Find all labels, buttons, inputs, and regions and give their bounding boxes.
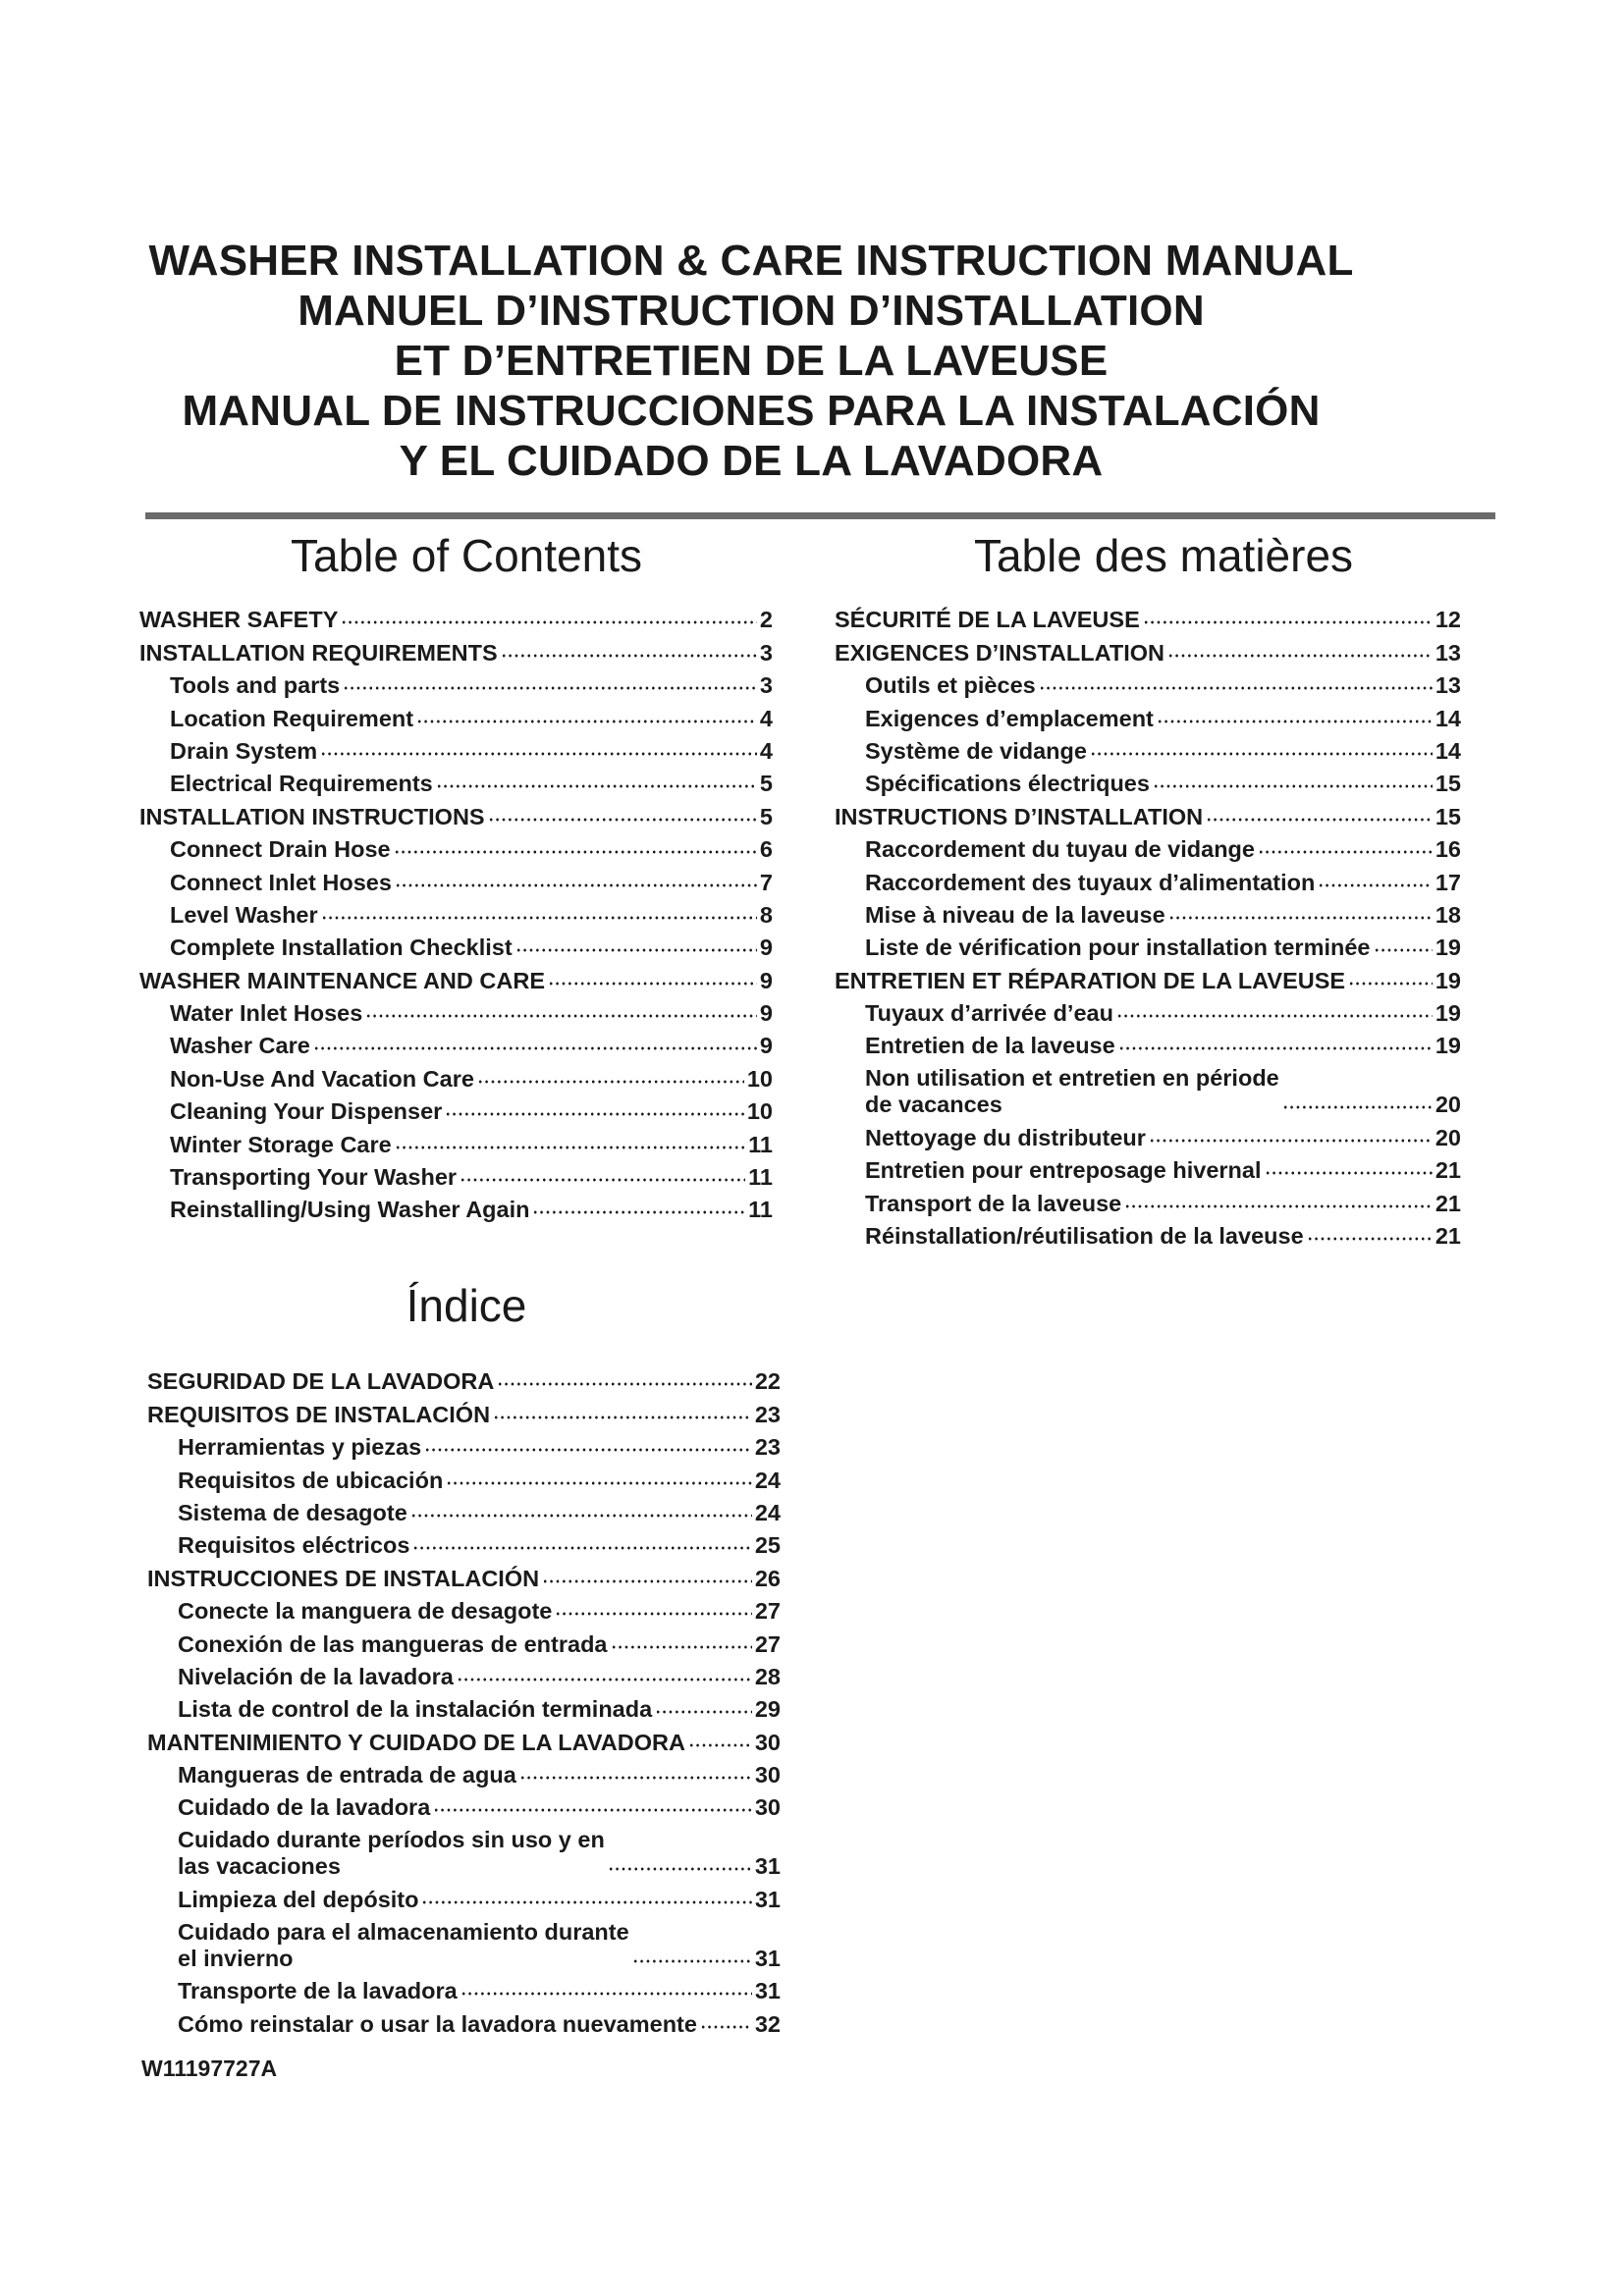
toc-entry-page: 8	[759, 901, 773, 928]
toc-entry	[835, 994, 1461, 1027]
toc-entry-label: Sistema de desagote	[178, 1499, 407, 1525]
toc-entry	[139, 896, 773, 929]
toc-entry-page: 30	[754, 1794, 781, 1821]
toc-entry-label: Requisitos eléctricos	[178, 1532, 410, 1559]
toc-entry	[835, 961, 1461, 993]
dot-leader	[424, 1446, 752, 1454]
toc-entry-page: 30	[754, 1762, 781, 1789]
toc-entry-label: SEGURIDAD DE LA LAVADORA	[147, 1368, 495, 1395]
dot-leader	[433, 1806, 752, 1814]
toc-entry-page: 26	[754, 1565, 781, 1591]
toc-entry-page: 29	[754, 1696, 781, 1723]
toc-entry-page: 9	[759, 934, 773, 961]
toc-entry	[835, 797, 1461, 829]
french-toc	[835, 601, 1461, 1250]
toc-entry-label: INSTALLATION INSTRUCTIONS	[139, 803, 485, 829]
dot-leader	[421, 1898, 751, 1906]
toc-entry	[835, 1217, 1461, 1250]
toc-entry-label-continued: de vacances	[865, 1092, 1002, 1118]
dot-leader	[1039, 684, 1433, 692]
toc-entry-page: 13	[1435, 672, 1461, 699]
dot-leader	[555, 1610, 752, 1618]
toc-entry	[139, 1125, 773, 1157]
toc-entry	[835, 896, 1461, 929]
toc-entry	[147, 1690, 781, 1723]
toc-entry-label: Entretien pour entreposage hivernal	[865, 1157, 1262, 1184]
toc-entry-label-continued: el invierno	[178, 1945, 294, 1971]
dot-leader	[394, 848, 757, 856]
toc-entry-label: Transporting Your Washer	[170, 1164, 458, 1191]
toc-entry	[147, 1756, 781, 1789]
title-line: MANUEL D’INSTRUCTION D’INSTALLATION	[298, 287, 1205, 335]
toc-entry-page: 6	[759, 836, 773, 863]
toc-entry	[139, 732, 773, 765]
dot-leader	[395, 881, 757, 889]
toc-entry-page: 3	[759, 672, 773, 699]
dot-leader	[542, 1577, 752, 1585]
toc-entry	[835, 929, 1461, 961]
toc-entry	[835, 633, 1461, 666]
toc-entry-label: Tools and parts	[170, 672, 341, 699]
toc-entry-label: Transport de la laveuse	[865, 1190, 1122, 1216]
dot-leader	[1124, 1202, 1433, 1210]
dot-leader	[412, 1544, 751, 1552]
toc-entry-page: 25	[754, 1532, 781, 1559]
toc-entry-label: Réinstallation/réutilisation de la laveuse	[865, 1223, 1304, 1250]
toc-entry	[139, 1093, 773, 1125]
toc-entry-label: REQUISITOS DE INSTALACIÓN	[147, 1401, 491, 1427]
part-number: W11197727A	[141, 2056, 278, 2081]
toc-entry-page: 10	[746, 1098, 773, 1125]
toc-entry-label: Connect Inlet Hoses	[170, 869, 392, 895]
toc-entry-label: SÉCURITÉ DE LA LAVEUSE	[835, 607, 1140, 633]
toc-entry	[147, 1592, 781, 1625]
toc-entry-page: 27	[754, 1630, 781, 1657]
toc-entry	[835, 732, 1461, 765]
toc-entry-page: 11	[748, 1131, 773, 1157]
toc-entry-label: Conecte la manguera de desagote	[178, 1598, 553, 1625]
toc-entry-page: 32	[754, 2010, 781, 2037]
toc-entry	[147, 1789, 781, 1821]
toc-entry-label: Entretien de la laveuse	[865, 1033, 1115, 1059]
toc-entry-label: Washer Care	[170, 1033, 310, 1059]
dot-leader	[1116, 1012, 1433, 1020]
toc-entry	[139, 961, 773, 993]
dot-leader	[1090, 750, 1433, 758]
dot-leader	[497, 1380, 751, 1388]
toc-entry-label: MANTENIMIENTO Y CUIDADO DE LA LAVADORA	[147, 1729, 685, 1755]
dot-leader	[1153, 782, 1433, 790]
toc-entry	[139, 994, 773, 1027]
toc-entry	[835, 1151, 1461, 1184]
dot-leader	[460, 1176, 745, 1184]
toc-entry-page: 24	[754, 1499, 781, 1525]
toc-entry	[139, 699, 773, 731]
toc-entry-label: Cleaning Your Dispenser	[170, 1098, 443, 1125]
toc-entry-label: Connect Drain Hose	[170, 836, 391, 863]
toc-entry-label: EXIGENCES D’INSTALLATION	[835, 639, 1164, 666]
dot-leader	[700, 2023, 752, 2031]
toc-entry-page: 4	[759, 705, 773, 731]
dot-leader	[519, 1774, 752, 1782]
toc-entry-label: Nivelación de la lavadora	[178, 1663, 454, 1689]
toc-entry-page: 31	[754, 1945, 781, 1971]
toc-entry	[147, 1880, 781, 1912]
toc-entry-page: 22	[754, 1368, 781, 1395]
dot-leader	[1258, 848, 1433, 856]
toc-entry	[835, 601, 1461, 633]
dot-leader	[1168, 914, 1433, 922]
toc-entry-label: Raccordement des tuyaux d’alimentation	[865, 869, 1316, 895]
title-line: MANUAL DE INSTRUCCIONES PARA LA INSTALACIÓN	[182, 387, 1321, 435]
toc-entry	[139, 929, 773, 961]
toc-entry-label: Cuidado durante períodos sin uso y en	[178, 1827, 605, 1853]
toc-entry-label: Transporte de la lavadora	[178, 1978, 458, 2004]
toc-entry	[835, 667, 1461, 699]
toc-entry-label: Exigences d’emplacement	[865, 705, 1154, 731]
toc-entry-page: 5	[759, 803, 773, 829]
dot-leader	[1307, 1235, 1433, 1243]
toc-entry-label: WASHER SAFETY	[139, 607, 339, 633]
dot-leader	[313, 1044, 757, 1052]
dot-leader	[1348, 980, 1433, 988]
dot-leader	[410, 1512, 752, 1520]
toc-entry-label: Outils et pièces	[865, 672, 1036, 699]
dot-leader	[1318, 881, 1432, 889]
dot-leader	[1265, 1169, 1433, 1177]
english-toc	[139, 601, 773, 1223]
toc-entry-label: Herramientas y piezas	[178, 1434, 422, 1461]
toc-entry-page: 31	[754, 1853, 781, 1880]
toc-entry-label: Reinstalling/Using Washer Again	[170, 1197, 530, 1223]
toc-entry	[835, 699, 1461, 731]
toc-entry-label: Conexión de las mangueras de entrada	[178, 1630, 608, 1657]
dot-leader	[320, 750, 757, 758]
dot-leader	[515, 946, 757, 954]
toc-entry-label-continued: las vacaciones	[178, 1853, 341, 1880]
dot-leader	[445, 1110, 744, 1118]
toc-entry-page: 21	[1435, 1223, 1461, 1250]
toc-entry	[835, 830, 1461, 863]
toc-entry	[835, 1184, 1461, 1216]
toc-entry	[139, 1158, 773, 1191]
dot-leader	[477, 1078, 744, 1086]
toc-entry-page: 9	[759, 967, 773, 993]
toc-entry-page: 20	[1435, 1092, 1461, 1118]
toc-entry-page: 12	[1435, 607, 1461, 633]
toc-entry-page: 15	[1435, 803, 1461, 829]
toc-entry	[139, 601, 773, 633]
toc-entry-page: 23	[754, 1401, 781, 1427]
toc-entry-page: 9	[759, 1033, 773, 1059]
dot-leader	[632, 1957, 752, 1965]
toc-entry-label: Electrical Requirements	[170, 771, 433, 797]
toc-entry	[139, 1059, 773, 1092]
toc-entry-page: 2	[759, 607, 773, 633]
toc-entry	[139, 667, 773, 699]
toc-entry-label: Lista de control de la instalación terminada	[178, 1696, 653, 1723]
toc-entry-label: Liste de vérification pour installation terminée	[865, 934, 1371, 961]
toc-entry	[147, 1461, 781, 1493]
toc-entry-page: 9	[759, 1000, 773, 1027]
toc-entry	[147, 1913, 781, 1972]
toc-entry-page: 10	[746, 1065, 773, 1092]
toc-entry-label: Mangueras de entrada de agua	[178, 1762, 516, 1789]
toc-entry-page: 18	[1435, 901, 1461, 928]
toc-entry-label: Mise à niveau de la laveuse	[865, 901, 1165, 928]
toc-entry-label: WASHER MAINTENANCE AND CARE	[139, 967, 545, 993]
toc-entry-label: Level Washer	[170, 901, 318, 928]
toc-entry-page: 13	[1435, 639, 1461, 666]
title-line: ET D’ENTRETIEN DE LA LAVEUSE	[394, 337, 1109, 385]
spanish-toc	[147, 1362, 781, 2038]
toc-entry-page: 17	[1435, 869, 1461, 895]
toc-entry-label: Cómo reinstalar o usar la lavadora nuevamente	[178, 2010, 697, 2037]
toc-entry-label: INSTRUCCIONES DE INSTALACIÓN	[147, 1565, 540, 1591]
title-line: WASHER INSTALLATION & CARE INSTRUCTION MANUAL	[148, 237, 1354, 285]
dot-leader	[1143, 618, 1433, 626]
toc-entry	[835, 1027, 1461, 1059]
dot-leader	[608, 1865, 752, 1873]
toc-entry-label: Spécifications électriques	[865, 771, 1150, 797]
toc-entry-page: 28	[754, 1663, 781, 1689]
dot-leader	[343, 684, 757, 692]
dot-leader	[395, 1144, 745, 1151]
toc-entry	[147, 1526, 781, 1559]
toc-entry-label: Nettoyage du distributeur	[865, 1124, 1146, 1150]
dot-leader	[1149, 1137, 1433, 1145]
dot-leader	[1374, 946, 1433, 954]
toc-entry	[147, 1362, 781, 1395]
dot-leader	[493, 1414, 752, 1421]
toc-entry	[147, 1395, 781, 1427]
dot-leader	[365, 1012, 757, 1020]
toc-entry-page: 3	[759, 639, 773, 666]
toc-entry-label: Complete Installation Checklist	[170, 934, 513, 961]
toc-entry	[139, 633, 773, 666]
divider-rule	[145, 512, 1495, 519]
toc-entry	[147, 1559, 781, 1591]
toc-entry-label: Requisitos de ubicación	[178, 1467, 444, 1493]
toc-entry	[147, 1428, 781, 1461]
toc-entry	[147, 2004, 781, 2037]
toc-entry-page: 23	[754, 1434, 781, 1461]
toc-entry-page: 30	[754, 1729, 781, 1755]
toc-entry	[147, 1723, 781, 1755]
toc-entry-page: 27	[754, 1598, 781, 1625]
toc-entry-page: 15	[1435, 771, 1461, 797]
toc-entry	[147, 1821, 781, 1880]
toc-entry-page: 24	[754, 1467, 781, 1493]
toc-entry-page: 31	[754, 1978, 781, 2004]
dot-leader	[548, 980, 757, 988]
toc-entry-page: 7	[759, 869, 773, 895]
dot-leader	[457, 1676, 752, 1683]
toc-entry	[835, 765, 1461, 797]
french-toc-heading: Table des matières	[973, 530, 1354, 581]
dot-leader	[1282, 1103, 1433, 1111]
title-line: Y EL CUIDADO DE LA LAVADORA	[399, 437, 1104, 485]
dot-leader	[688, 1741, 752, 1749]
toc-entry-label: Limpieza del depósito	[178, 1886, 419, 1912]
toc-entry-page: 21	[1435, 1190, 1461, 1216]
toc-entry-page: 19	[1435, 934, 1461, 961]
toc-entry	[139, 863, 773, 895]
toc-entry	[147, 1625, 781, 1657]
toc-entry-page: 5	[759, 771, 773, 797]
toc-entry-label: Winter Storage Care	[170, 1131, 392, 1157]
toc-entry-page: 31	[754, 1886, 781, 1912]
toc-entry-label: Système de vidange	[865, 737, 1087, 764]
dot-leader	[416, 718, 757, 725]
english-toc-heading: Table of Contents	[290, 530, 642, 581]
toc-entry-page: 14	[1435, 737, 1461, 764]
toc-entry-page: 19	[1435, 967, 1461, 993]
dot-leader	[1167, 652, 1433, 660]
toc-entry	[139, 765, 773, 797]
toc-entry-label: INSTALLATION REQUIREMENTS	[139, 639, 498, 666]
spanish-toc-heading: Índice	[406, 1280, 527, 1331]
dot-leader	[1157, 718, 1433, 725]
toc-entry	[835, 1059, 1461, 1118]
toc-entry-page: 11	[748, 1197, 773, 1223]
dot-leader	[611, 1643, 752, 1651]
dot-leader	[1118, 1044, 1433, 1052]
dot-leader	[488, 816, 757, 824]
dot-leader	[321, 914, 757, 922]
toc-entry-label: Non utilisation et entretien en période	[865, 1065, 1279, 1092]
toc-entry	[139, 1027, 773, 1059]
dot-leader	[436, 782, 757, 790]
toc-entry	[835, 1118, 1461, 1150]
toc-entry	[139, 1191, 773, 1223]
toc-entry-label: Drain System	[170, 737, 318, 764]
toc-entry	[139, 830, 773, 863]
toc-entry-label: Cuidado de la lavadora	[178, 1794, 431, 1821]
toc-entry	[139, 797, 773, 829]
manual-title	[0, 236, 1502, 486]
toc-entry	[147, 1494, 781, 1526]
toc-entry-page: 11	[748, 1164, 773, 1191]
toc-entry-page: 14	[1435, 705, 1461, 731]
toc-entry-page: 21	[1435, 1157, 1461, 1184]
toc-entry-label: Location Requirement	[170, 705, 414, 731]
toc-entry-label: Raccordement du tuyau de vidange	[865, 836, 1255, 863]
toc-entry-label: Cuidado para el almacenamiento durante	[178, 1918, 629, 1945]
toc-entry-page: 4	[759, 737, 773, 764]
dot-leader	[1206, 816, 1433, 824]
toc-entry-page: 16	[1435, 836, 1461, 863]
dot-leader	[341, 618, 757, 626]
dot-leader	[446, 1479, 752, 1487]
toc-entry-label: Non-Use And Vacation Care	[170, 1065, 474, 1092]
toc-entry-label: ENTRETIEN ET RÉPARATION DE LA LAVEUSE	[835, 967, 1346, 993]
toc-entry	[835, 863, 1461, 895]
dot-leader	[460, 1990, 752, 1998]
toc-entry-page: 20	[1435, 1124, 1461, 1150]
dot-leader	[655, 1708, 752, 1716]
dot-leader	[532, 1208, 745, 1216]
toc-entry-label: INSTRUCTIONS D’INSTALLATION	[835, 803, 1204, 829]
toc-entry-label: Tuyaux d’arrivée d’eau	[865, 1000, 1113, 1027]
toc-entry-label: Water Inlet Hoses	[170, 1000, 363, 1027]
toc-entry	[147, 1658, 781, 1690]
toc-entry-page: 19	[1435, 1000, 1461, 1027]
toc-entry	[147, 1972, 781, 2004]
dot-leader	[501, 652, 757, 660]
toc-entry-page: 19	[1435, 1033, 1461, 1059]
